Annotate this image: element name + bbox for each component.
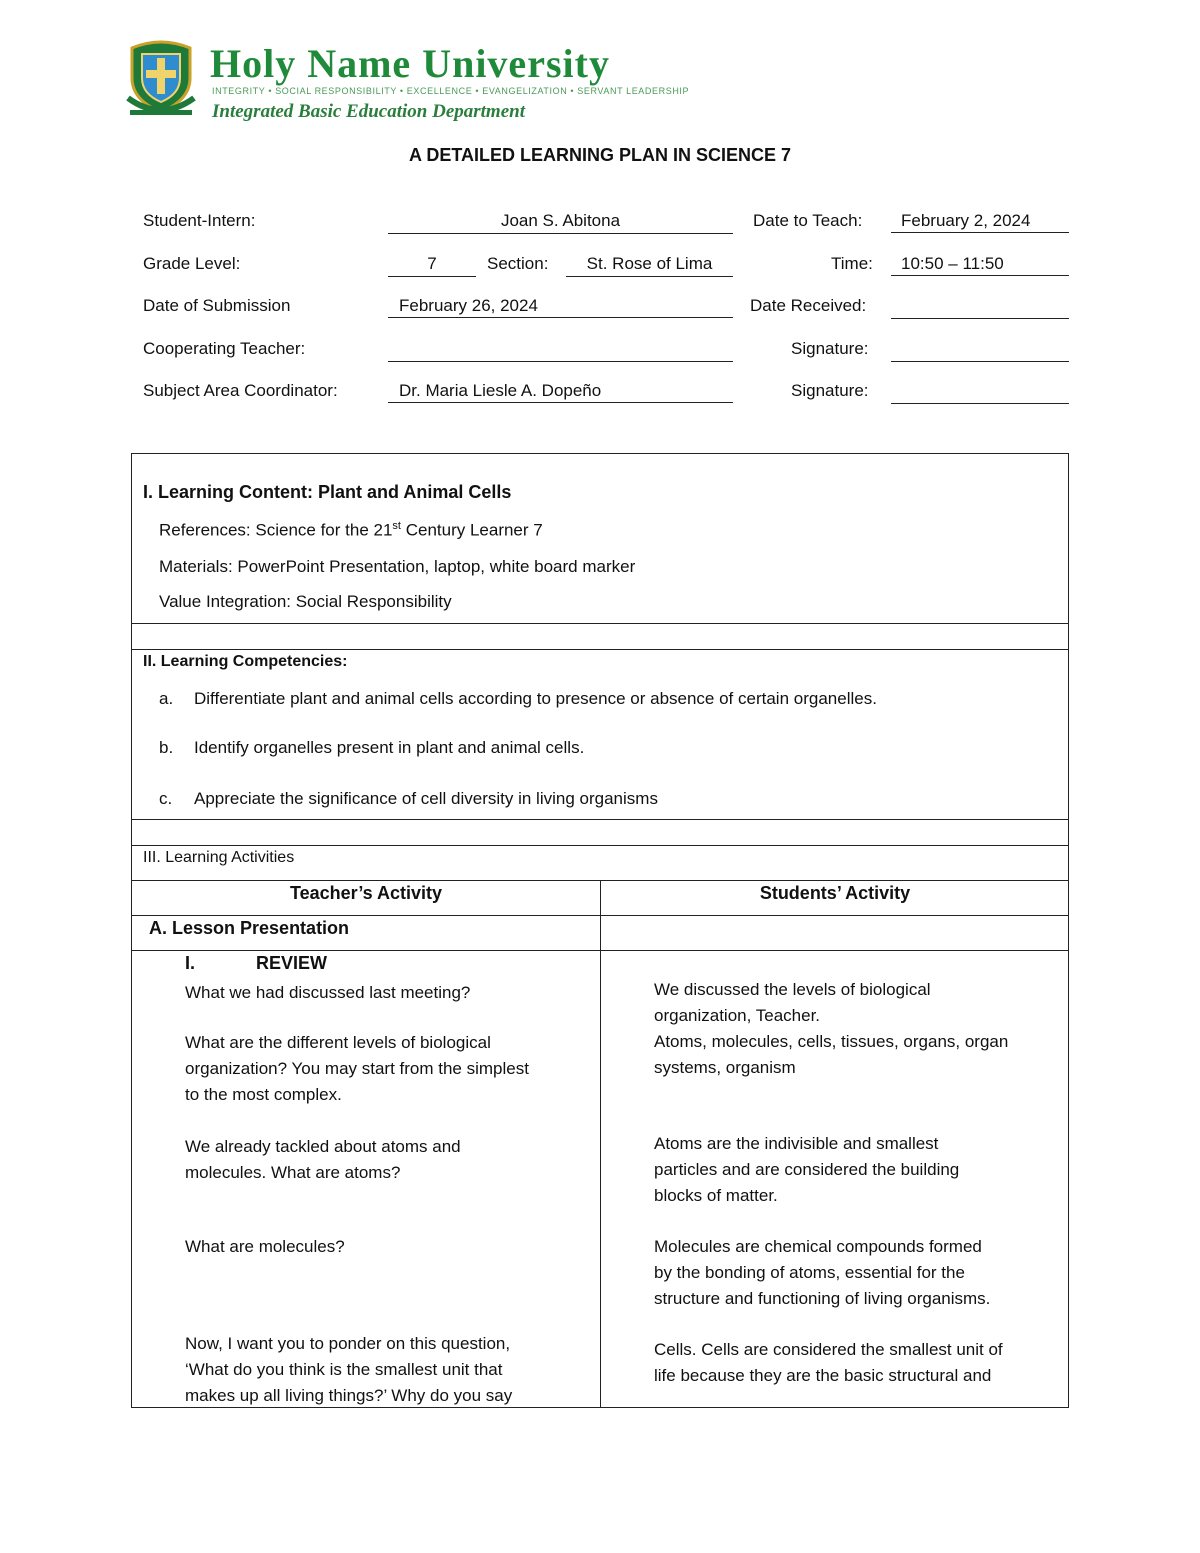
date-to-teach-value: February 2, 2024 bbox=[891, 211, 1069, 233]
student-response: Molecules are chemical compounds formed by the bonding of atoms, essential for the structure and functioning of living organisms. bbox=[654, 1237, 991, 1308]
student-response: Atoms are the indivisible and smallest particles and are considered the building blocks of matter. bbox=[654, 1134, 960, 1205]
competency-item-c: Appreciate the significance of cell diversity in living organisms bbox=[194, 789, 658, 808]
lesson-plan-table bbox=[131, 453, 1069, 1408]
lesson-presentation-label: A. Lesson Presentation bbox=[149, 918, 350, 938]
competency-marker-c: c. bbox=[159, 789, 173, 808]
signature-blank-2 bbox=[891, 381, 1069, 404]
divider bbox=[132, 845, 1068, 846]
university-seal-logo bbox=[124, 38, 198, 120]
subject-area-coordinator-value: Dr. Maria Liesle A. Dopeño bbox=[388, 381, 733, 403]
section-value: St. Rose of Lima bbox=[566, 254, 733, 277]
teacher-prompt: What we had discussed last meeting? bbox=[185, 983, 471, 1002]
column-divider bbox=[600, 880, 601, 1407]
divider bbox=[132, 819, 1068, 820]
competency-marker-a: a. bbox=[159, 689, 174, 708]
references-line: References: Science for the 21st Century Learner 7 bbox=[159, 520, 543, 540]
time-label: Time: bbox=[831, 254, 873, 273]
teacher-prompt: We already tackled about atoms and molecules. What are atoms? bbox=[185, 1137, 461, 1182]
student-response: We discussed the levels of biological organization, Teacher. Atoms, molecules, cells, tissues, organs, organ systems, organism bbox=[654, 980, 1009, 1077]
time-value: 10:50 – 11:50 bbox=[891, 254, 1069, 276]
review-marker: I. bbox=[185, 953, 196, 973]
students-activity-header: Students’ Activity bbox=[759, 883, 911, 903]
divider bbox=[132, 623, 1068, 624]
section-label: Section: bbox=[487, 254, 549, 273]
date-received-blank bbox=[891, 296, 1069, 319]
competency-item-b: Identify organelles present in plant and animal cells. bbox=[194, 738, 585, 757]
date-received-label: Date Received: bbox=[750, 296, 867, 315]
grade-level-label: Grade Level: bbox=[143, 254, 241, 273]
materials-line: Materials: PowerPoint Presentation, laptop, white board marker bbox=[159, 557, 636, 576]
teacher-prompt: What are molecules? bbox=[185, 1237, 345, 1256]
divider bbox=[132, 649, 1068, 650]
university-motto: INTEGRITY • SOCIAL RESPONSIBILITY • EXCELLENCE • EVANGELIZATION • SERVANT LEADERSHIP bbox=[212, 86, 690, 96]
teacher-activity-header: Teacher’s Activity bbox=[289, 883, 443, 903]
student-intern-value: Joan S. Abitona bbox=[388, 211, 733, 234]
department-name: Integrated Basic Education Department bbox=[212, 101, 525, 122]
student-response: Cells. Cells are considered the smallest unit of life because they are the basic structural and bbox=[654, 1340, 1003, 1385]
competencies-heading: II. Learning Competencies: bbox=[143, 653, 348, 670]
competency-item-a: Differentiate plant and animal cells according to presence or absence of certain organelles. bbox=[194, 689, 877, 708]
cooperating-teacher-label: Cooperating Teacher: bbox=[143, 339, 306, 358]
student-intern-label: Student-Intern: bbox=[143, 211, 256, 230]
signature-label-2: Signature: bbox=[791, 381, 869, 400]
activities-heading: III. Learning Activities bbox=[143, 849, 295, 866]
cooperating-teacher-blank bbox=[388, 339, 733, 362]
value-integration-line: Value Integration: Social Responsibility bbox=[159, 592, 452, 611]
signature-label-1: Signature: bbox=[791, 339, 869, 358]
signature-blank-1 bbox=[891, 339, 1069, 362]
divider bbox=[132, 950, 1068, 951]
date-to-teach-label: Date to Teach: bbox=[753, 211, 863, 230]
date-of-submission-value: February 26, 2024 bbox=[388, 296, 733, 318]
university-name: Holy Name University bbox=[210, 41, 610, 86]
divider bbox=[132, 915, 1068, 916]
grade-level-value: 7 bbox=[388, 254, 476, 277]
teacher-prompt: Now, I want you to ponder on this question, ‘What do you think is the smallest unit that makes up all living things?’ Why do you say bbox=[185, 1334, 513, 1405]
subject-area-coordinator-label: Subject Area Coordinator: bbox=[143, 381, 338, 400]
date-of-submission-label: Date of Submission bbox=[143, 296, 291, 315]
teacher-prompt: What are the different levels of biological organization? You may start from the simplest to the most complex. bbox=[185, 1033, 529, 1104]
document-title: A DETAILED LEARNING PLAN IN SCIENCE 7 bbox=[408, 145, 792, 165]
competency-marker-b: b. bbox=[159, 738, 174, 757]
learning-content-heading: I. Learning Content: Plant and Animal Cells bbox=[143, 482, 512, 502]
review-title: REVIEW bbox=[256, 953, 328, 973]
